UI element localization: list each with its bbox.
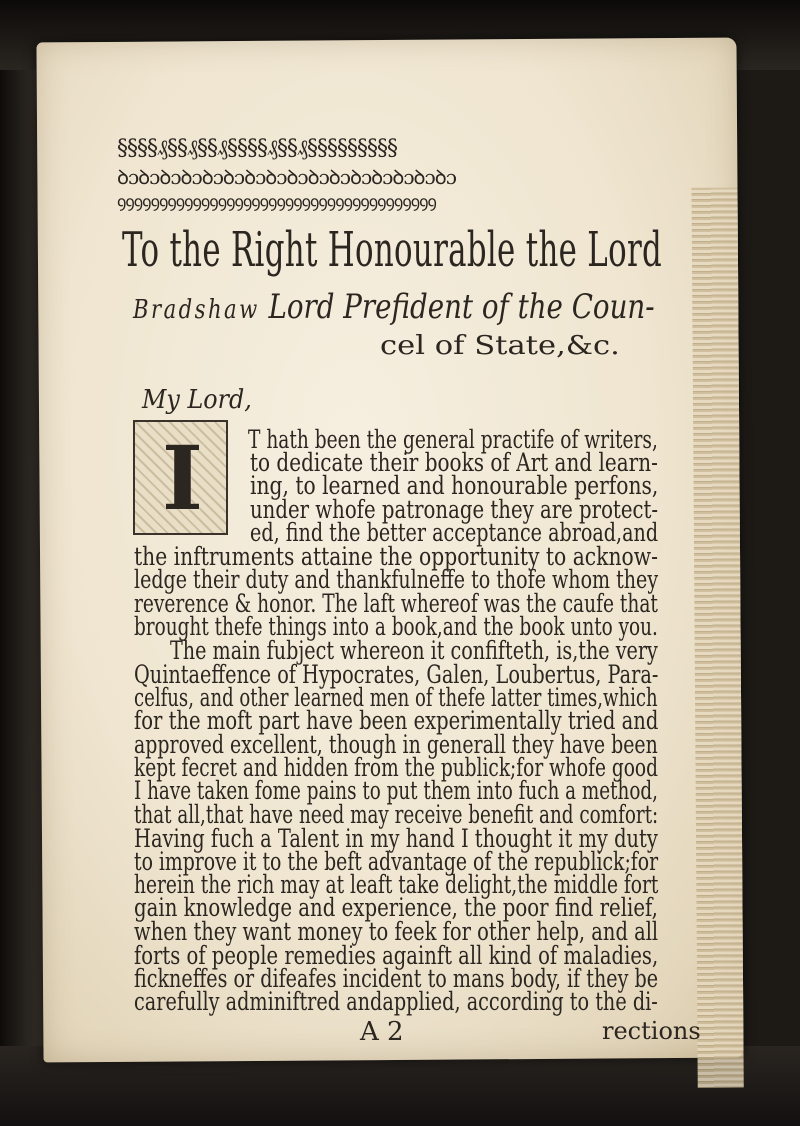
text-line: ledge their duty and thankfulneffe to thofe whom they [134,565,659,594]
text-line: reverence & honor. The laft whereof was the caufe that [134,589,658,618]
text-line: T hath been the general practife of writers, [248,425,658,454]
salutation: My Lord, [142,385,252,415]
dedication-title: To the Right Honourable the Lord [122,222,663,278]
text-line: that all,that have need may receive benefit and comfort: [134,800,659,829]
text-line: for the moft part have been experimentally tried and [134,706,659,735]
text-line: herein the rich may at leaft take delight,the middle fort [134,870,659,899]
initial-letter: I [161,426,204,530]
dedicatee-office: Lord Prefident of the Coun- [259,287,655,327]
text-line: celfus, and other learned men of thefe latter times,which [134,683,658,712]
dedication-subtitle-cont: cel of State,&c. [380,331,620,361]
catchword: rections [602,1017,701,1045]
text-line: carefully adminiftred andapplied, according to the di- [134,987,658,1016]
text-line: I have taken fome pains to put them into fuch a method, [134,776,658,805]
text-line: to improve it to the beft advantage of the republick;for [134,847,659,876]
dedicatee-name: Bradshaw [133,295,260,325]
decorated-initial [133,420,228,535]
ornament-row: ꝺɔꝺɔꝺɔꝺɔꝺɔꝺɔꝺɔꝺɔꝺɔꝺɔꝺɔꝺɔꝺɔꝺɔꝺɔꝺɔ [117,165,456,189]
page-stack-edge [691,188,743,1088]
text-line: kept fecret and hidden from the publick;for whofe good [134,753,658,782]
ornament-row: §§§§₰§§₰§§₰§§§§₰§§₰§§§§§§§§§ [117,136,397,161]
signature-mark: A 2 [360,1017,404,1047]
text-line: gain knowledge and experience, the poor find relief, [134,893,658,922]
text-line: fickneffes or difeafes incident to mans body, if they be [134,964,659,993]
text-line: to dedicate their books of Art and learn- [250,448,658,477]
dedication-subtitle [133,287,655,330]
text-line: ed, find the better acceptance abroad,and [250,518,659,547]
text-line: forts of people remedies againft all kind of maladies, [134,941,659,970]
ornament-row: ꝯꝯꝯꝯꝯꝯꝯꝯꝯꝯꝯꝯꝯꝯꝯꝯꝯꝯꝯꝯꝯꝯꝯꝯꝯꝯꝯꝯꝯꝯꝯꝯꝯꝯꝯꝯꝯꝯ [117,192,436,211]
text-line: when they want money to feek for other help, and all [134,917,659,946]
text-line: approved excellent, though in generall they have been [134,730,658,759]
text-line: The main fubject whereon it confifteth, is,the very [170,636,658,665]
text-line: ing, to learned and honourable perfons, [250,471,659,500]
text-line: brought thefe things into a book,and the book unto you. [134,612,658,641]
text-line: Having fuch a Talent in my hand I thought it my duty [134,824,658,853]
text-line: the inftruments attaine the opportunity to acknow- [134,542,658,571]
headpiece-ornament [117,135,655,223]
text-line: under whofe patronage they are protect- [250,495,659,524]
text-line: Quintaeffence of Hypocrates, Galen, Loubertus, Para- [134,660,659,689]
